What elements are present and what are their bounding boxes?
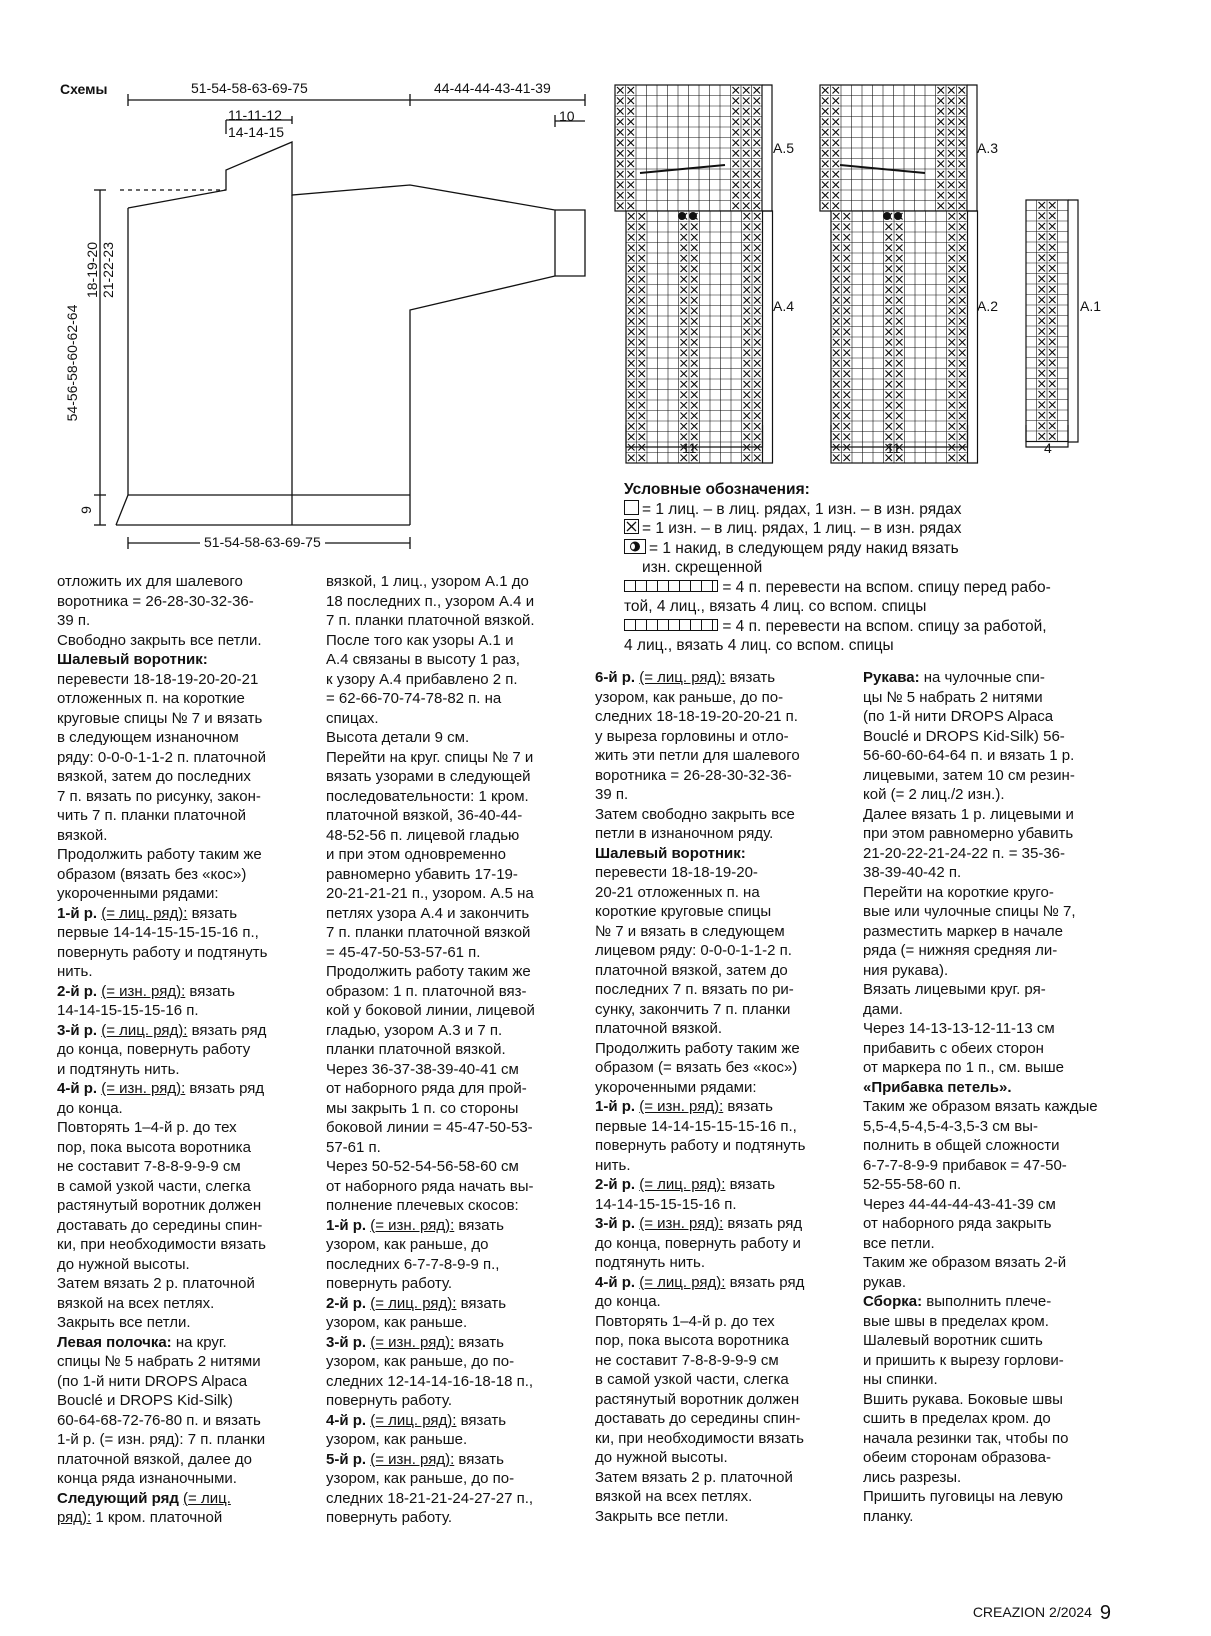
text-line: ряда (= нижняя средняя ли- — [863, 942, 1058, 959]
text-line: следних 18-18-19-20-20-21 п. — [595, 708, 798, 725]
text-line: 14-14-15-15-15-16 п. — [595, 1195, 737, 1213]
chart-label-a2: A.2 — [977, 298, 999, 314]
bottom-width-label: 51-54-58-63-69-75 — [200, 534, 325, 550]
text-line: 52-55-58-60 п. — [863, 1176, 962, 1193]
text-line: = 62-66-70-74-78-82 п. на — [326, 690, 502, 707]
text-line: 3-й р. (= изн. ряд): вязать — [326, 1333, 504, 1351]
text-line: Таким же образом вязать 2-й — [863, 1254, 1067, 1271]
text-line: Вязать лицевыми круг. ря- — [863, 981, 1046, 998]
text-line: кой (= 2 лиц./2 изн.). — [863, 786, 1005, 803]
text-line: лись разрезы. — [863, 1468, 962, 1486]
text-line: 60-64-68-72-76-80 п. и вязать — [57, 1411, 261, 1429]
text-line: ряд): 1 кром. платочной — [57, 1509, 223, 1526]
page-number: 9 — [1099, 1602, 1111, 1624]
text-line: не составит 7-8-8-9-9-9 см — [57, 1158, 241, 1175]
text-line: рукав. — [863, 1273, 907, 1291]
text-line: 1-й р. (= изн. ряд): вязать — [326, 1216, 504, 1234]
legend-cable-back: = 4 п. перевести на вспом. спицу за работой, — [624, 617, 1114, 637]
text-line: 2-й р. (= изн. ряд): вязать — [57, 982, 235, 1000]
text-line: Шалевый воротник: — [57, 651, 208, 668]
text-line: образом (= вязать без «кос») — [595, 1059, 798, 1076]
text-line: Затем вязать 2 р. платочной — [595, 1468, 793, 1486]
text-line: укороченными рядами: — [595, 1078, 757, 1096]
text-line: Перейти на короткие круго- — [863, 883, 1054, 901]
text-line: первые 14-14-15-15-15-16 п., — [57, 924, 259, 941]
text-line: планки платочной вязкой. — [326, 1041, 506, 1058]
text-line: 4-й р. (= лиц. ряд): вязать ряд — [595, 1273, 805, 1291]
text-line: чить 7 п. планки платочной — [57, 807, 247, 824]
chart-width-a1: 4 — [1044, 440, 1052, 456]
chart-label-a4: A.4 — [773, 298, 795, 314]
height-bracket — [763, 211, 773, 463]
text-column-3 — [595, 668, 850, 1526]
text-line: Свободно закрыть все петли. — [57, 631, 262, 649]
text-line: Сборка: выполнить плече- — [863, 1293, 1052, 1310]
text-line: сунку, закончить 7 п. планки — [595, 1000, 791, 1018]
text-line: Далее вязать 1 р. лицевыми и — [863, 805, 1074, 823]
text-line: Высота детали 9 см. — [326, 729, 470, 746]
text-line: доставать до середины спин- — [595, 1410, 801, 1427]
text-line: воротника = 26-28-30-32-36- — [57, 592, 254, 610]
legend-cable-front-cont: той, 4 лиц., вязать 4 лиц. со вспом. спицы — [624, 598, 927, 615]
text-line: «Прибавка петель». — [863, 1078, 1012, 1096]
legend-yarnover: = 1 накид, в следующем ряду накид вязать — [624, 539, 1114, 559]
text-line: и пришить к вырезу горлови- — [863, 1351, 1064, 1369]
chart-label-a3: A.3 — [977, 140, 999, 156]
text-column-4 — [863, 668, 1118, 1526]
text-line: Пришить пуговицы на левую — [863, 1488, 1064, 1505]
text-line: Левая полочка: на круг. — [57, 1333, 227, 1351]
text-line: нить. — [57, 963, 93, 980]
text-line: конца ряда изнаночными. — [57, 1470, 237, 1487]
text-line: пор, пока высота воротника — [57, 1138, 251, 1156]
text-line: 1-й р. (= изн. ряд): 7 п. планки — [57, 1431, 266, 1448]
text-line: гладью, узором А.3 и 7 п. — [326, 1021, 503, 1039]
text-line: платочной вязкой, 36-40-44- — [326, 807, 523, 824]
text-line: полнение плечевых скосов: — [326, 1197, 519, 1214]
text-column-2 — [326, 572, 581, 1528]
text-line: Перейти на круг. спицы № 7 и — [326, 748, 534, 766]
text-line: подтянуть нить. — [595, 1254, 706, 1271]
text-line: Продолжить работу таким же — [595, 1039, 800, 1057]
text-line: до конца, повернуть работу и — [595, 1234, 801, 1252]
text-line: отложенных п. на короткие — [57, 690, 245, 707]
text-line: узором, как раньше, до по- — [595, 688, 784, 706]
text-line: укороченными рядами: — [57, 885, 219, 902]
text-line: ки, при необходимости вязать — [57, 1236, 266, 1253]
cable-front-icon — [624, 580, 718, 592]
cuff-label: 10 — [559, 108, 575, 124]
text-line: Следующий ряд (= лиц. — [57, 1489, 231, 1507]
text-line: повернуть работу. — [326, 1275, 453, 1292]
text-line: 1-й р. (= лиц. ряд): вязать — [57, 904, 238, 922]
text-line: повернуть работу. — [326, 1392, 453, 1409]
text-line: и при этом одновременно — [326, 846, 507, 863]
legend-cable-front: = 4 п. перевести на вспом. спицу перед рабо- — [624, 578, 1114, 598]
text-line: = 45-47-50-53-57-61 п. — [326, 943, 481, 961]
chart-label-a5: A.5 — [773, 140, 795, 156]
crossed-square-icon — [624, 519, 639, 534]
text-line: повернуть работу. — [326, 1509, 453, 1526]
yarnover-icon — [624, 539, 646, 554]
text-line: Продолжить работу таким же — [57, 846, 262, 863]
text-line: до конца, повернуть работу — [57, 1041, 251, 1058]
text-line: Повторять 1–4-й р. до тех — [595, 1312, 775, 1330]
text-line: 2-й р. (= лиц. ряд): вязать — [595, 1176, 776, 1193]
text-line: обеим сторонам образова- — [863, 1449, 1051, 1466]
text-line: 4-й р. (= изн. ряд): вязать ряд — [57, 1080, 265, 1097]
text-line: Затем вязать 2 р. платочной — [57, 1275, 255, 1292]
cable-back-icon — [624, 619, 718, 631]
text-line: спицы № 5 набрать 2 нитями — [57, 1353, 261, 1370]
height-bracket — [968, 211, 978, 463]
text-line: узором, как раньше, до по- — [326, 1470, 515, 1487]
yarnover-mark — [883, 212, 891, 220]
text-line: лицевыми, затем 10 см резин- — [863, 766, 1075, 784]
text-line: Повторять 1–4-й р. до тех — [57, 1119, 237, 1136]
text-line: прибавить с обеих сторон — [863, 1039, 1044, 1057]
text-line: платочной вязкой, затем до — [595, 961, 788, 979]
text-line: А.4 связаны в высоту 1 раз, — [326, 651, 520, 668]
text-line: дами. — [863, 1000, 903, 1018]
text-line: образом (вязать без «кос») — [57, 865, 247, 883]
text-line: при этом равномерно убавить — [863, 825, 1074, 842]
text-line: растянутый воротник должен — [57, 1197, 262, 1214]
text-line: 5,5-4,5-4,5-4-3,5-3 см вы- — [863, 1117, 1038, 1135]
knitting-charts — [600, 75, 1120, 475]
text-line: вые швы в пределах кром. — [863, 1312, 1049, 1330]
text-line: повернуть работу и подтянуть — [595, 1137, 806, 1154]
text-line: последних 7 п. вязать по ри- — [595, 981, 794, 998]
text-line: петлях узора А.4 и закончить — [326, 904, 530, 922]
legend — [624, 480, 1114, 656]
text-line: не составит 7-8-8-9-9-9 см — [595, 1351, 779, 1369]
height-bracket — [762, 85, 772, 211]
text-line: узором, как раньше. — [326, 1431, 468, 1448]
neck-label-b: 14-14-15 — [228, 124, 285, 140]
legend-purl: = 1 изн. – в лиц. рядах, 1 лиц. – в изн. рядах — [624, 519, 1114, 539]
text-line: узором, как раньше. — [326, 1314, 468, 1331]
text-line: 20-21 отложенных п. на — [595, 883, 760, 901]
text-line: от наборного ряда начать вы- — [326, 1177, 534, 1195]
text-line: мы закрыть 1 п. со стороны — [326, 1099, 519, 1117]
text-line: следних 12-14-14-16-18-18 п., — [326, 1372, 534, 1390]
text-line: образом: 1 п. платочной вяз- — [326, 982, 527, 1000]
height-bracket — [1068, 200, 1078, 442]
text-line: Шалевый воротник: — [595, 844, 746, 862]
text-line: в следующем изнаночном — [57, 729, 239, 746]
text-line: от наборного ряда для прой- — [326, 1080, 527, 1097]
text-line: Затем свободно закрыть все — [595, 805, 795, 823]
text-line: воротника = 26-28-30-32-36- — [595, 766, 792, 784]
text-line: Через 44-44-44-43-41-39 см — [863, 1195, 1056, 1213]
legend-knit: = 1 лиц. – в лиц. рядах, 1 изн. – в изн. рядах — [624, 500, 1114, 520]
chart-width-a4: 11 — [682, 440, 697, 456]
text-line: равномерно убавить 17-19- — [326, 865, 518, 883]
text-line: 4-й р. (= лиц. ряд): вязать — [326, 1411, 507, 1429]
text-line: нить. — [595, 1156, 631, 1174]
text-line: Bouclé и DROPS Kid-Silk) — [57, 1392, 233, 1409]
text-line: короткие круговые спицы — [595, 903, 772, 920]
text-line: до конца. — [595, 1293, 661, 1310]
legend-cable-back-cont: 4 лиц., вязать 4 лиц. со вспом. спицы — [624, 637, 894, 654]
top-width-label: 51-54-58-63-69-75 — [187, 80, 312, 96]
text-line: в самой узкой части, слегка — [595, 1371, 789, 1388]
text-line: вязкой. — [57, 826, 108, 844]
text-line: 38-39-40-42 п. — [863, 864, 962, 881]
text-line: Таким же образом вязать каждые — [863, 1098, 1098, 1115]
text-line: 39 п. — [595, 786, 629, 803]
text-line: перевести 18-18-19-20- — [595, 864, 758, 881]
text-line: доставать до середины спин- — [57, 1216, 263, 1234]
text-line: Через 36-37-38-39-40-41 см — [326, 1060, 519, 1078]
text-line: к узору А.4 прибавлено 2 п. — [326, 670, 518, 688]
text-line: последовательности: 1 кром. — [326, 787, 529, 805]
text-line: полнить в общей сложности — [863, 1137, 1060, 1154]
text-line: платочной вязкой, далее до — [57, 1450, 252, 1468]
legend-title: Условные обозначения: — [624, 481, 810, 498]
text-line: жить эти петли для шалевого — [595, 747, 800, 764]
text-line: Закрыть все петли. — [595, 1507, 729, 1525]
text-line: 7 п. планки платочной вязкой — [326, 924, 531, 941]
armhole-label — [84, 190, 116, 350]
text-line: 20-21-21-21 п., узором. А.5 на — [326, 885, 534, 902]
text-line: Продолжить работу таким же — [326, 963, 531, 980]
chart-width-a2: 11 — [886, 440, 901, 456]
text-line: 6-й р. (= лиц. ряд): вязать — [595, 669, 776, 686]
text-line: пор, пока высота воротника — [595, 1332, 789, 1349]
text-line: Bouclé и DROPS Kid-Silk) 56- — [863, 727, 1065, 745]
text-line: платочной вязкой. — [595, 1020, 723, 1037]
text-line: сшить в пределах кром. до — [863, 1410, 1051, 1427]
text-line: ния рукава). — [863, 961, 949, 979]
footer — [973, 1602, 1111, 1625]
yarnover-mark — [894, 212, 902, 220]
text-line: (по 1-й нити DROPS Alpaca — [57, 1372, 248, 1390]
text-line: вязкой на всех петлях. — [57, 1294, 215, 1312]
text-line: вязать узорами в следующей — [326, 768, 531, 785]
text-line: следних 18-21-21-24-27-27 п., — [326, 1489, 534, 1507]
text-line: 56-60-60-64-64 п. и вязать 1 р. — [863, 747, 1075, 764]
text-line: и подтянуть нить. — [57, 1060, 180, 1078]
text-line: После того как узоры А.1 и — [326, 631, 514, 649]
chart-label-a1: A.1 — [1080, 298, 1102, 314]
text-line: Через 14-13-13-12-11-13 см — [863, 1020, 1055, 1037]
text-line: вые или чулочные спицы № 7, — [863, 903, 1076, 920]
text-line: узором, как раньше, до по- — [326, 1353, 515, 1370]
text-line: 3-й р. (= лиц. ряд): вязать ряд — [57, 1021, 267, 1039]
text-line: 57-61 п. — [326, 1138, 381, 1156]
text-line: отложить их для шалевого — [57, 573, 243, 590]
body-height-label: 54-56-58-60-62-64 — [64, 283, 80, 443]
magazine-issue: CREAZION 2/2024 — [972, 1604, 1092, 1620]
sleeve-width-label: 44-44-44-43-41-39 — [430, 80, 555, 96]
text-line: кой у боковой линии, лицевой — [326, 1002, 535, 1019]
yarnover-mark — [689, 212, 697, 220]
text-line: 39 п. — [57, 612, 91, 629]
text-line: растянутый воротник должен — [595, 1390, 800, 1408]
text-line: спицах. — [326, 709, 379, 727]
text-line: вязкой на всех петлях. — [595, 1488, 753, 1505]
text-line: 6-7-7-8-9-9 прибавок = 47-50- — [863, 1156, 1067, 1174]
text-line: до конца. — [57, 1099, 123, 1117]
text-line: первые 14-14-15-15-15-16 п., — [595, 1117, 797, 1135]
neck-label-a: 11-11-12 — [228, 107, 282, 123]
text-line: круговые спицы № 7 и вязать — [57, 709, 263, 727]
text-line: боковой линии = 45-47-50-53- — [326, 1119, 533, 1136]
text-line: ны спинки. — [863, 1371, 938, 1388]
armhole-label-b: 21-22-23 — [100, 241, 116, 299]
text-line: (по 1-й нити DROPS Alpaca — [863, 708, 1054, 725]
schematic — [0, 0, 600, 570]
text-line: вязкой, затем до последних — [57, 768, 251, 785]
text-line: петли в изнаночном ряду. — [595, 825, 774, 842]
text-line: разместить маркер в начале — [863, 922, 1063, 940]
text-line: в самой узкой части, слегка — [57, 1177, 251, 1195]
text-line: 2-й р. (= лиц. ряд): вязать — [326, 1294, 507, 1312]
text-line: 48-52-56 п. лицевой гладью — [326, 826, 520, 844]
text-line: 7 п. вязать по рисунку, закон- — [57, 787, 261, 805]
text-line: от маркера по 1 п., см. выше — [863, 1059, 1065, 1076]
armhole-label-a: 18-19-20 — [84, 241, 100, 299]
text-line: у выреза горловины и отло- — [595, 727, 789, 745]
rib-height-label: 9 — [77, 506, 94, 514]
yarnover-mark — [678, 212, 686, 220]
text-line: узором, как раньше, до — [326, 1236, 489, 1253]
text-line: цы № 5 набрать 2 нитями — [863, 688, 1043, 706]
height-bracket — [967, 85, 977, 211]
text-line: начала резинки так, чтобы по — [863, 1429, 1069, 1447]
text-line: последних 6-7-7-8-9-9 п., — [326, 1255, 500, 1273]
text-line: 7 п. планки платочной вязкой. — [326, 612, 535, 629]
text-line: все петли. — [863, 1234, 935, 1252]
text-line: № 7 и вязать в следующем — [595, 922, 785, 940]
text-line: ки, при необходимости вязать — [595, 1429, 804, 1447]
text-line: 21-20-22-21-24-22 п. = 35-36- — [863, 844, 1065, 862]
legend-yarnover-cont: изн. скрещенной — [642, 559, 763, 576]
text-line: до нужной высоты. — [595, 1449, 728, 1466]
text-line: 3-й р. (= изн. ряд): вязать ряд — [595, 1215, 803, 1232]
text-line: Закрыть все петли. — [57, 1314, 191, 1331]
schema-title: Схемы — [60, 81, 108, 97]
text-line: лицевом ряду: 0-0-0-1-1-2 п. — [595, 942, 792, 959]
text-line: вязкой, 1 лиц., узором А.1 до — [326, 573, 529, 590]
empty-square-icon — [624, 500, 639, 515]
text-line: от наборного ряда закрыть — [863, 1215, 1052, 1232]
text-line: планку. — [863, 1507, 914, 1525]
text-line: 5-й р. (= изн. ряд): вязать — [326, 1450, 504, 1468]
text-line: повернуть работу и подтянуть — [57, 943, 268, 961]
text-line: перевести 18-18-19-20-20-21 — [57, 670, 259, 688]
text-line: до нужной высоты. — [57, 1255, 190, 1273]
text-line: 1-й р. (= изн. ряд): вязать — [595, 1098, 773, 1115]
text-line: ряду: 0-0-0-1-1-2 п. платочной — [57, 748, 266, 766]
text-line: 14-14-15-15-15-16 п. — [57, 1002, 199, 1019]
text-line: Через 50-52-54-56-58-60 см — [326, 1158, 519, 1175]
text-line: 18 последних п., узором А.4 и — [326, 592, 535, 610]
text-line: Шалевый воротник сшить — [863, 1332, 1043, 1349]
text-line: Рукава: на чулочные спи- — [863, 669, 1045, 686]
text-line: Вшить рукава. Боковые швы — [863, 1390, 1063, 1408]
text-column-1 — [57, 572, 312, 1528]
